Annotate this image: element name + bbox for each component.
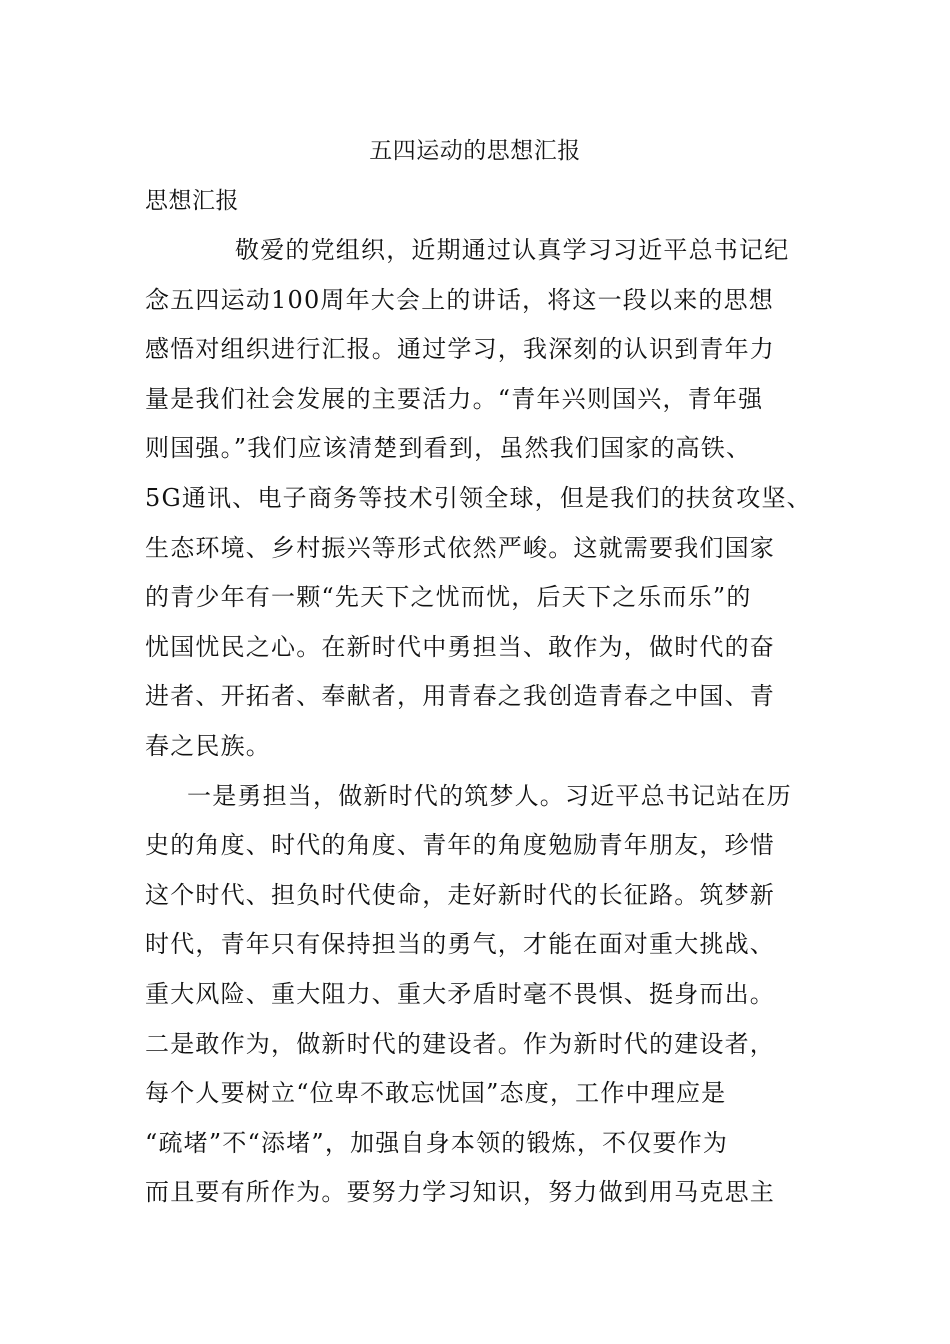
paragraph-line: 春之民族。 [145, 731, 271, 760]
paragraph-line: 敬爱的党组织，近期通过认真学习习近平总书记纪 [235, 236, 790, 264]
paragraph-line: 一是勇担当，做新时代的筑梦人。习近平总书记站在历 [187, 781, 792, 810]
paragraph-line: 生态环境、乡村振兴等形式依然严峻。这就需要我们国家 [145, 533, 775, 562]
paragraph-line: 忧国忧民之心。在新时代中勇担当、敢作为，做时代的奋 [145, 632, 775, 661]
paragraph-line: 二是敢作为，做新时代的建设者。作为新时代的建设者， [145, 1029, 775, 1058]
paragraph-line: 重大风险、重大阻力、重大矛盾时毫不畏惧、挺身而出。 [145, 979, 775, 1008]
paragraph-line: 而且要有所作为。要努力学习知识，努力做到用马克思主 [145, 1178, 775, 1207]
paragraph-line: 每个人要树立“位卑不敢忘忧国”态度，工作中理应是 [145, 1079, 727, 1108]
paragraph-line: 的青少年有一颗“先天下之忧而忧，后天下之乐而乐”的 [145, 583, 752, 612]
paragraph-line: 感悟对组织进行汇报。通过学习，我深刻的认识到青年力 [145, 335, 775, 364]
document-title: 五四运动的思想汇报 [369, 138, 581, 164]
paragraph-line: “疏堵”不“添堵”，加强自身本领的锻炼，不仅要作为 [145, 1128, 729, 1157]
paragraph-line: 时代，青年只有保持担当的勇气，才能在面对重大挑战、 [145, 930, 775, 959]
document-body [145, 230, 865, 1222]
paragraph-line: 则国强。”我们应该清楚到看到，虽然我们国家的高铁、 [145, 434, 752, 463]
paragraph-line: 5G通讯、电子商务等技术引领全球，但是我们的扶贫攻坚、 [145, 483, 812, 512]
section-label: 思想汇报 [145, 188, 239, 214]
paragraph-line: 念五四运动100周年大会上的讲话，将这一段以来的思想 [145, 285, 775, 314]
paragraph-line: 史的角度、时代的角度、青年的角度勉励青年朋友，珍惜 [145, 831, 775, 860]
paragraph-line: 这个时代、担负时代使命，走好新时代的长征路。筑梦新 [145, 880, 775, 909]
paragraph-line: 量是我们社会发展的主要活力。“青年兴则国兴，青年强 [145, 384, 764, 413]
paragraph-line: 进者、开拓者、奉献者，用青春之我创造青春之中国、青 [145, 682, 775, 711]
